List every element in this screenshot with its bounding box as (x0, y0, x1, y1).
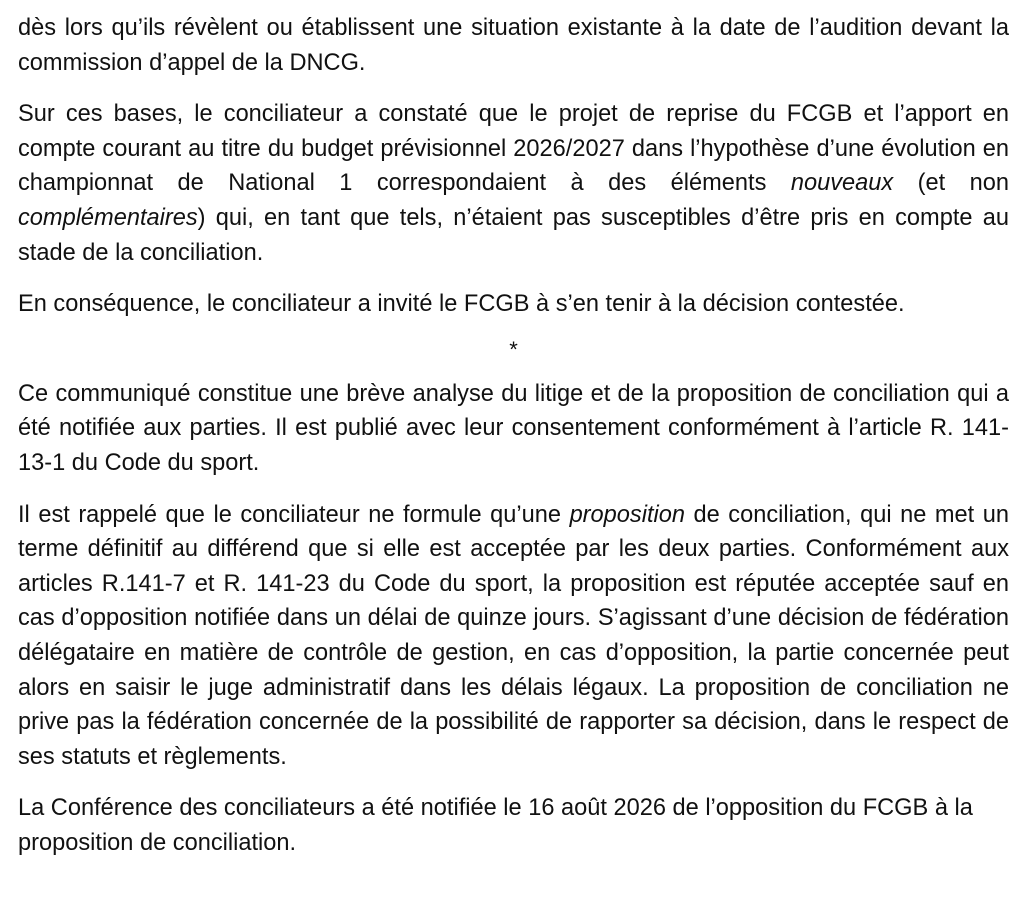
paragraph-text: de conciliation, qui ne met un terme définitif au différend que si elle est acceptée par les deux parties. Conformément aux articles R.141-7 et R. 141-23 du Code du sport, la proposition est réputée acceptée sauf en cas d’opposition notifiée dans un délai de quinze jours. S’agissant d’une décision de fédération délégataire en matière de contrôle de gestion, en cas d’opposition, la partie concernée peut alors en saisir le juge administratif dans les délais légaux. La proposition de conciliation ne prive pas la fédération concernée de la possibilité de rapporter sa décision, dans le respect de ses statuts et règlements. (18, 501, 1009, 770)
paragraph-opposition-notice (18, 791, 1009, 860)
paragraph-text: dès lors qu’ils révèlent ou établissent une situation existante à la date de l’audition devant la commission d’appel de la DNCG. (18, 15, 1009, 76)
document-page (18, 11, 1009, 877)
section-separator: * (509, 336, 518, 362)
paragraph-dncg-audition (18, 11, 1009, 80)
paragraph-text: Ce communiqué constitue une brève analyse du litige et de la proposition de conciliation qui a été notifiée aux parties. Il est publié avec leur consentement conformément à l’article R. 141-13-1 du Code du sport. (18, 380, 1009, 476)
paragraph-conciliator-findings (18, 97, 1009, 270)
paragraph-text: Sur ces bases, le conciliateur a constaté que le projet de reprise du FCGB et l’apport en compte courant au titre du budget prévisionnel 2026/2027 dans l’hypothèse d’une évolution en championnat de National 1 correspondaient à des éléments (18, 101, 1009, 197)
paragraph-text: (et non (893, 170, 1009, 197)
paragraph-text: Il est rappelé que le conciliateur ne formule qu’une (18, 501, 570, 528)
emphasis-text: complémentaires (18, 204, 198, 231)
emphasis-text: proposition (569, 501, 685, 528)
paragraph-consequence (18, 287, 1009, 322)
paragraph-reminder (18, 498, 1009, 775)
paragraph-text: La Conférence des conciliateurs a été notifiée le 16 août 2026 de l’opposition du FCGB à la proposition de conciliation. (18, 795, 973, 856)
emphasis-text: nouveaux (790, 170, 894, 197)
paragraph-text: ) qui, en tant que tels, n’étaient pas susceptibles d’être pris en compte au stade de la conciliation. (18, 204, 1009, 266)
paragraph-communique (18, 377, 1009, 481)
paragraph-text: En conséquence, le conciliateur a invité le FCGB à s’en tenir à la décision contestée. (18, 291, 905, 318)
